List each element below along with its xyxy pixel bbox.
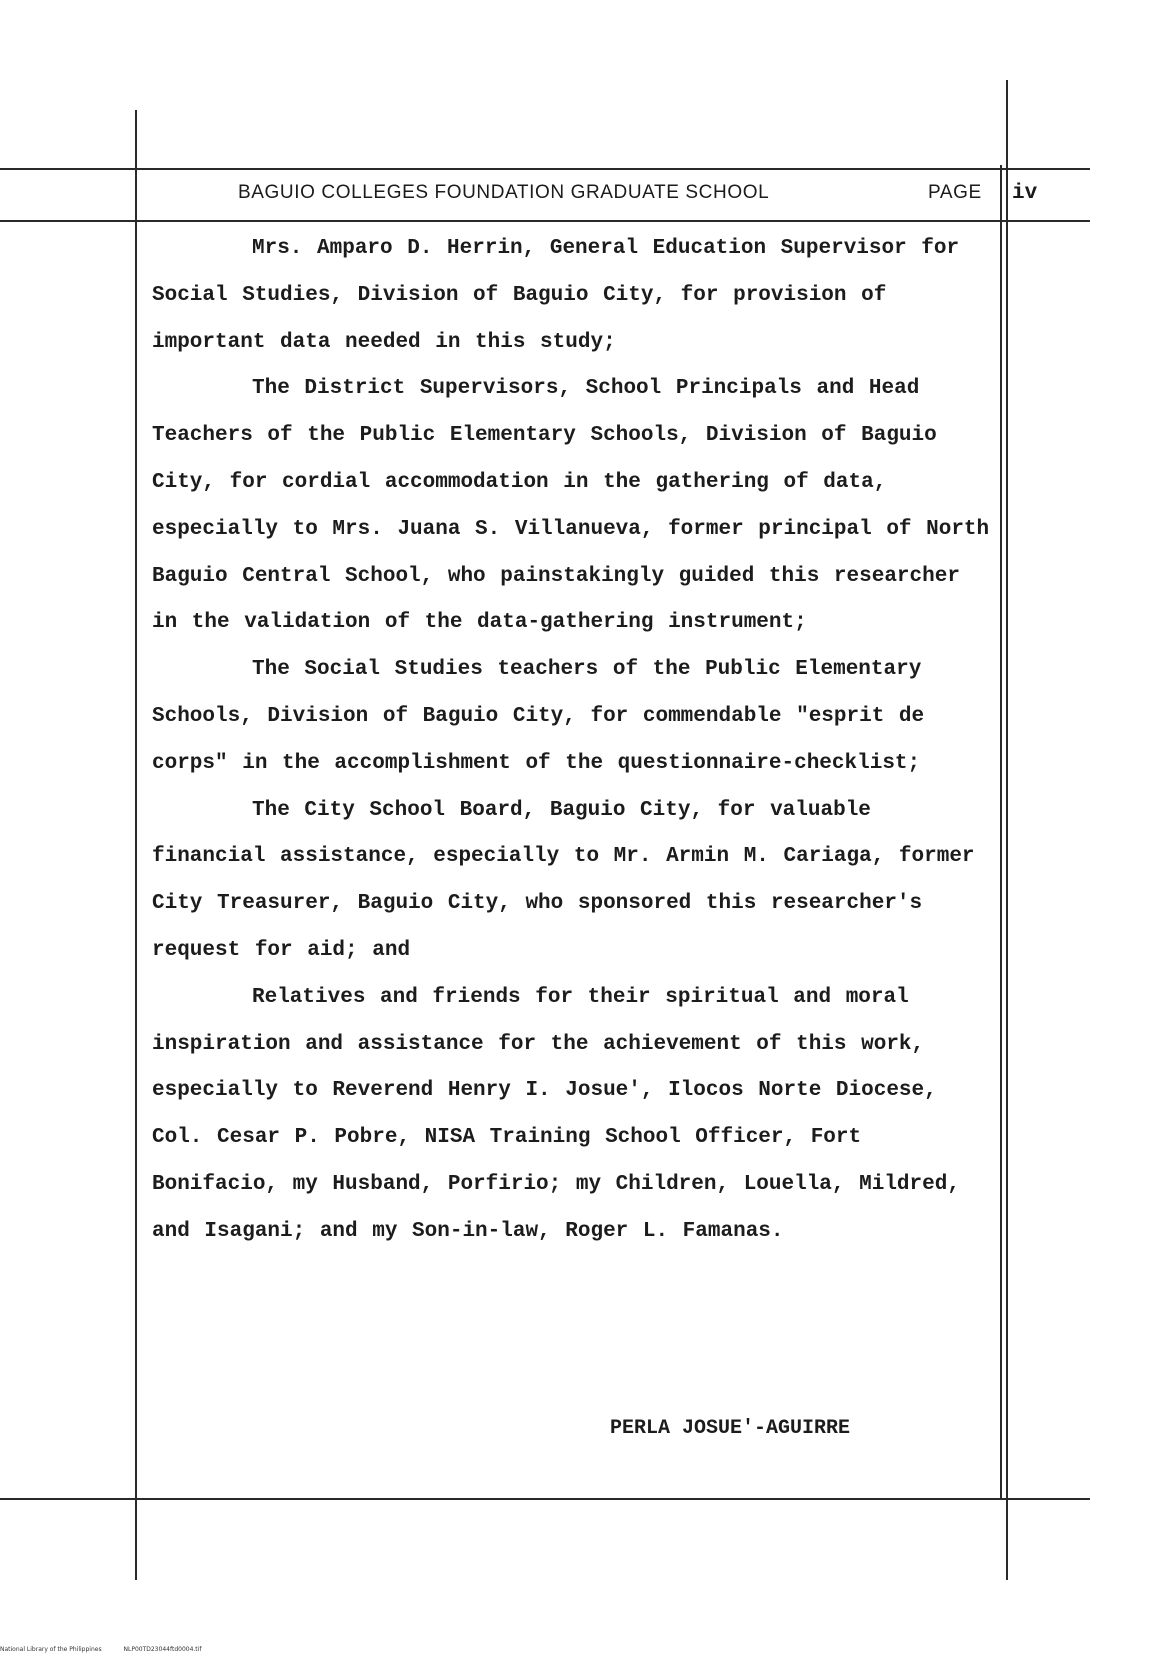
footer-library: National Library of the Philippines [0, 1646, 102, 1653]
paragraph: Mrs. Amparo D. Herrin, General Education Supervisor for Social Studies, Division of Baguio City, for provision of important data needed in this study; [152, 237, 960, 354]
page-number: iv [1012, 182, 1038, 205]
acknowledgment-body [152, 226, 998, 1256]
scan-footer [0, 1646, 221, 1653]
paragraph: The City School Board, Baguio City, for valuable financial assistance, especially to Mr. Armin M. Cariaga, former City Treasurer, Baguio City, who sponsored this researcher's request for aid; and [152, 798, 975, 962]
header-top-rule [0, 168, 1090, 170]
paragraph: The District Supervisors, School Principals and Head Teachers of the Public Elementary Schools, Division of Baguio City, for cordial accommodation in the gathering of data, especially to Mrs. Juana S. Villanueva, former principal of North Baguio Central School, who painstakingly guided this researcher in the validation of the data-gathering instrument; [152, 377, 990, 635]
paragraph: Relatives and friends for their spiritual and moral inspiration and assistance for the achievement of this work, especially to Reverend Henry I. Josue', Ilocos Norte Diocese, Col. Cesar P. Pobre, NISA Training School Officer, Fort Bonifacio, my Husband, Porfirio; my Children, Louella, Mildred, and Isagani; and my Son-in-law, Roger L. Famanas. [152, 985, 960, 1243]
header-bottom-rule [0, 220, 1090, 222]
right-margin-rule [1000, 165, 1002, 1500]
institution-title: BAGUIO COLLEGES FOUNDATION GRADUATE SCHOOL [238, 182, 770, 203]
page-header [238, 182, 998, 204]
author-signature: PERLA JOSUE'-AGUIRRE [610, 1417, 851, 1440]
bottom-rule [0, 1498, 1090, 1500]
paragraph: The Social Studies teachers of the Public Elementary Schools, Division of Baguio City, for commendable "esprit de corps" in the accomplishment of the questionnaire-checklist; [152, 658, 925, 775]
left-margin-rule [135, 110, 137, 1580]
footer-file: NLP00TD23044ftd0004.tif [123, 1646, 202, 1653]
page-label: PAGE [928, 182, 982, 203]
page-number-column-rule [1006, 80, 1008, 1580]
